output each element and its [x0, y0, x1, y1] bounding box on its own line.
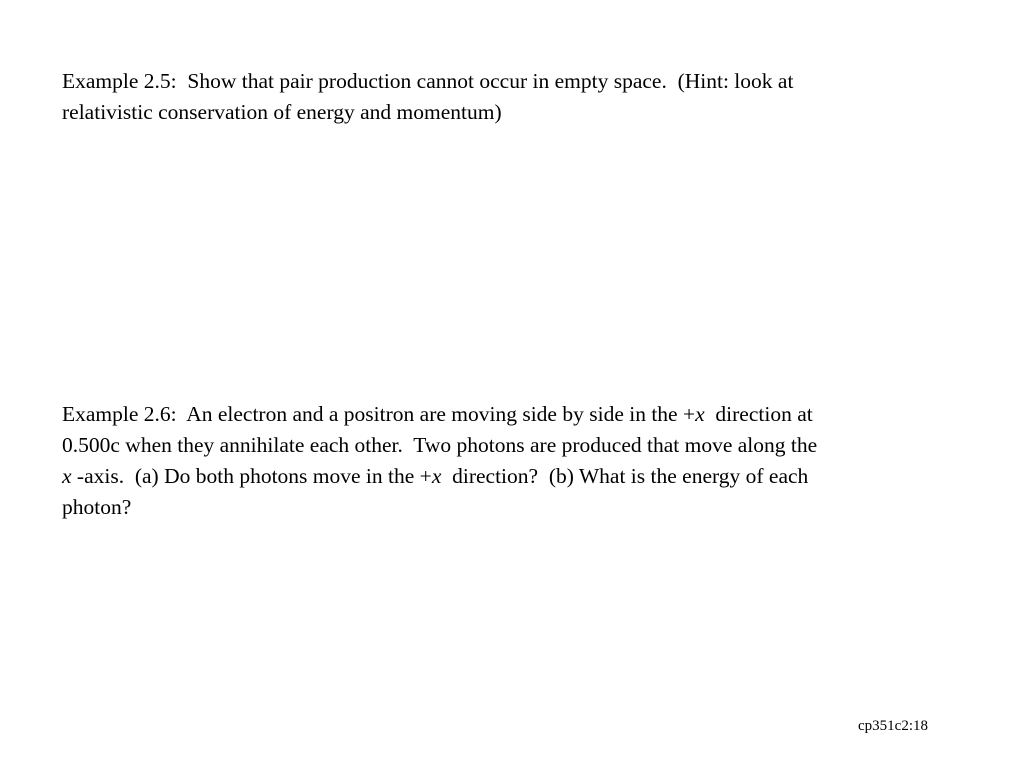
- variable-x: x: [695, 402, 705, 426]
- example-2-5-line-1: Example 2.5: Show that pair production cannot occur in empty space. (Hint: look at: [62, 69, 794, 93]
- example-2-5-text: [62, 66, 972, 128]
- example-2-6-line-1: [62, 399, 972, 430]
- example-2-5-line-2: relativistic conservation of energy and momentum): [62, 100, 502, 124]
- example-2-6-line-3-tail: direction? (b) What is the energy of each: [441, 464, 809, 488]
- example-2-6-line-4: photon?: [62, 495, 132, 519]
- example-2-6-line-3: [62, 461, 972, 492]
- page-label: cp351c2:18: [858, 718, 928, 734]
- example-2-6-line-2: 0.500c when they annihilate each other. Two photons are produced that move along the: [62, 433, 818, 457]
- variable-x: x: [62, 464, 72, 488]
- example-2-6-line-1-text: Example 2.6: An electron and a positron are moving side by side in the +: [62, 402, 696, 426]
- example-2-6-line-3-text: -axis. (a) Do both photons move in the +: [71, 464, 432, 488]
- example-2-6-text: [62, 399, 972, 523]
- variable-x: x: [431, 464, 442, 488]
- example-2-6-line-1-tail: direction at: [704, 402, 813, 426]
